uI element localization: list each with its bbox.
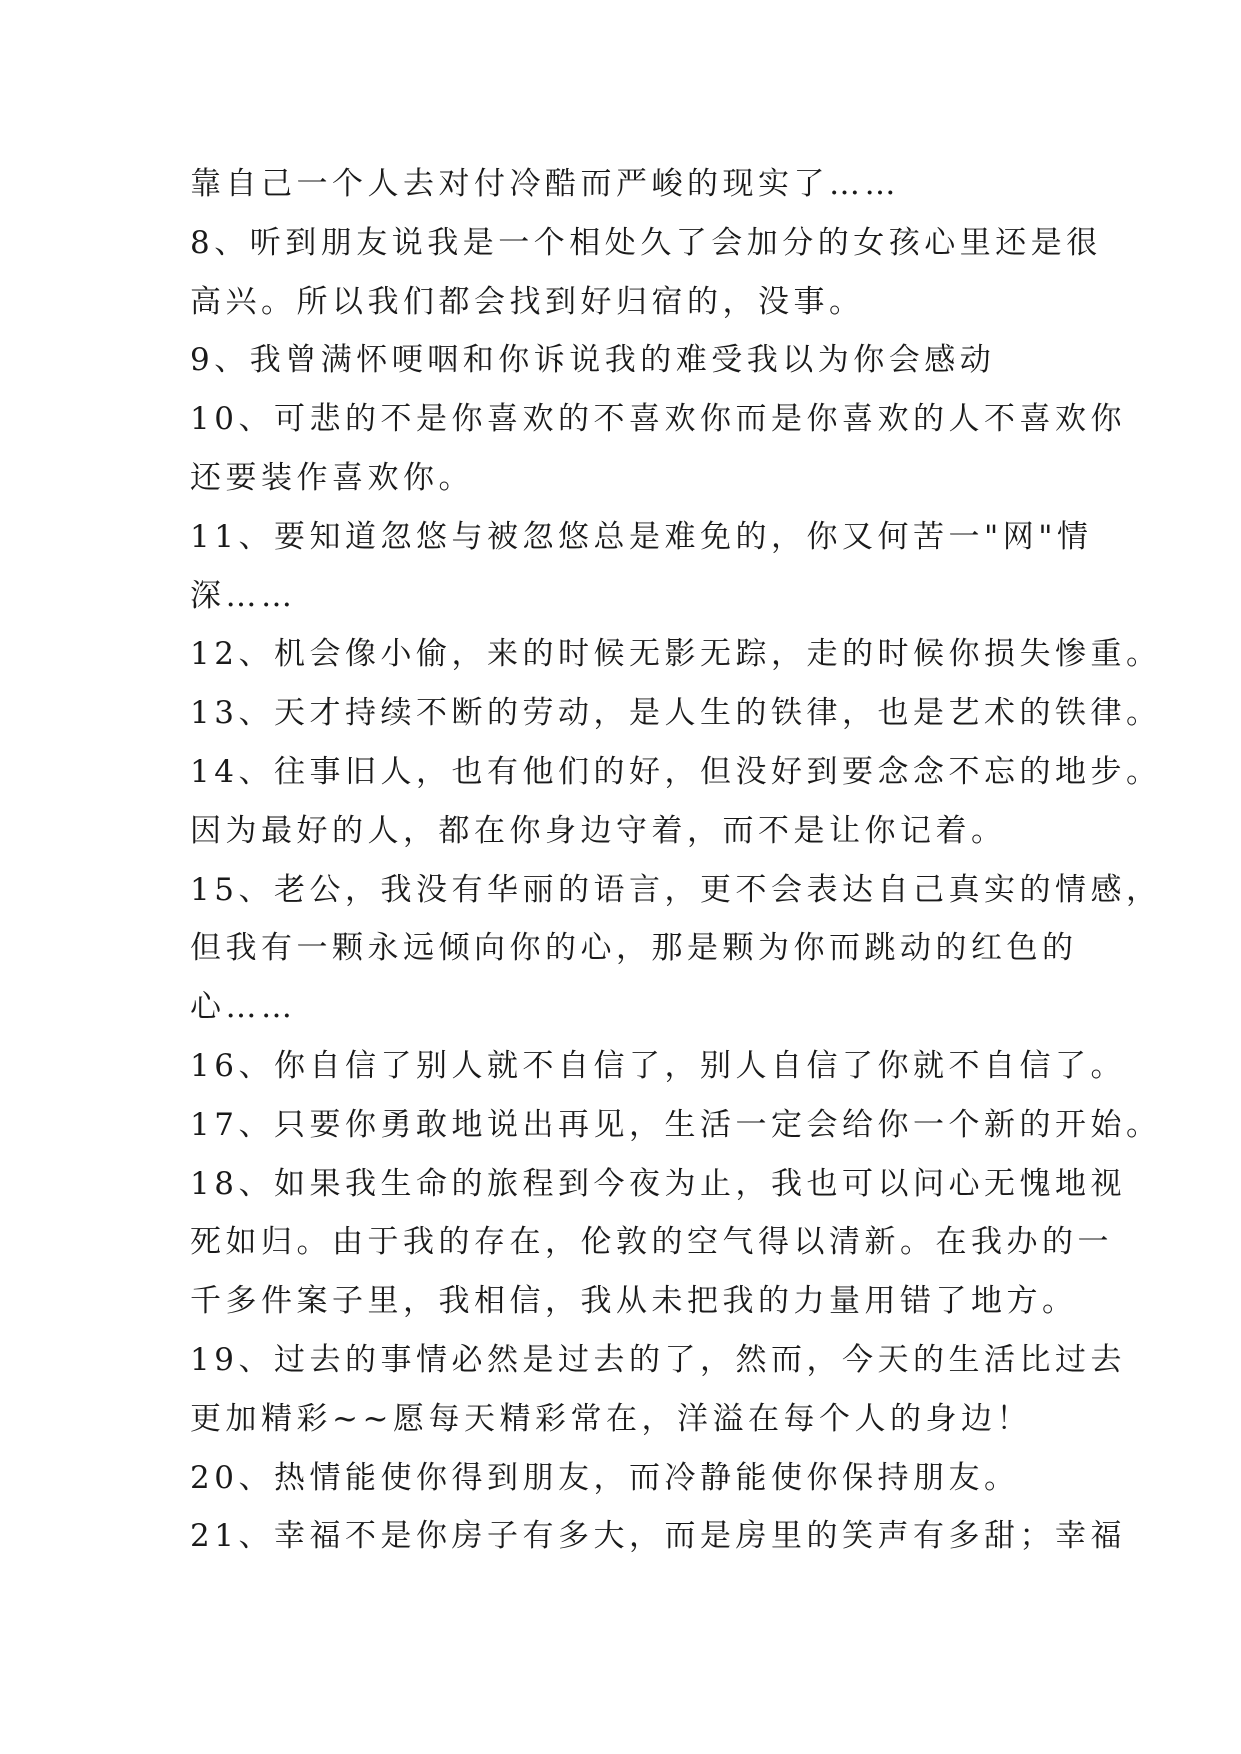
text-line: 15、老公，我没有华丽的语言，更不会表达自己真实的情感，	[190, 871, 1162, 908]
text-line: 靠自己一个人去对付冷酷而严峻的现实了……	[190, 166, 900, 202]
text-line: 9、我曾满怀哽咽和你诉说我的难受我以为你会感动	[190, 342, 996, 379]
text-line: 因为最好的人，都在你身边守着，而不是让你记着。	[190, 812, 1007, 849]
text-line: 18、如果我生命的旅程到今夜为止，我也可以问心无愧地视	[190, 1165, 1126, 1202]
text-line: 更加精彩~~愿每天精彩常在，洋溢在每个人的身边！	[190, 1400, 1032, 1437]
text-line: 14、往事旧人，也有他们的好，但没好到要念念不忘的地步。	[190, 753, 1162, 790]
text-line: 11、要知道忽悠与被忽悠总是难免的，你又何苦一"网"情	[190, 518, 1093, 555]
text-line: 但我有一颗永远倾向你的心，那是颗为你而跳动的红色的	[190, 930, 1078, 967]
text-line: 17、只要你勇敢地说出再见，生活一定会给你一个新的开始。	[190, 1106, 1162, 1143]
text-line: 12、机会像小偷，来的时候无影无踪，走的时候你损失惨重。	[190, 636, 1162, 673]
text-line: 19、过去的事情必然是过去的了，然而，今天的生活比过去	[190, 1341, 1126, 1378]
text-line: 死如归。由于我的存在，伦敦的空气得以清新。在我办的一	[190, 1224, 1113, 1261]
text-body	[190, 155, 1162, 1566]
text-line: 8、听到朋友说我是一个相处久了会加分的女孩心里还是很	[190, 224, 1102, 261]
text-line: 还要装作喜欢你。	[190, 459, 474, 496]
text-line: 深……	[190, 577, 297, 614]
text-line: 高兴。所以我们都会找到好归宿的，没事。	[190, 283, 865, 320]
text-line: 21、幸福不是你房子有多大，而是房里的笑声有多甜；幸福	[190, 1518, 1126, 1555]
text-line: 千多件案子里，我相信，我从未把我的力量用错了地方。	[190, 1283, 1078, 1320]
text-line: 20、热情能使你得到朋友，而冷静能使你保持朋友。	[190, 1459, 1020, 1496]
text-line: 16、你自信了别人就不自信了，别人自信了你就不自信了。	[190, 1047, 1126, 1084]
text-line: 13、天才持续不断的劳动，是人生的铁律，也是艺术的铁律。	[190, 695, 1162, 732]
text-line: 10、可悲的不是你喜欢的不喜欢你而是你喜欢的人不喜欢你	[190, 401, 1126, 438]
text-line: 心……	[190, 989, 297, 1026]
